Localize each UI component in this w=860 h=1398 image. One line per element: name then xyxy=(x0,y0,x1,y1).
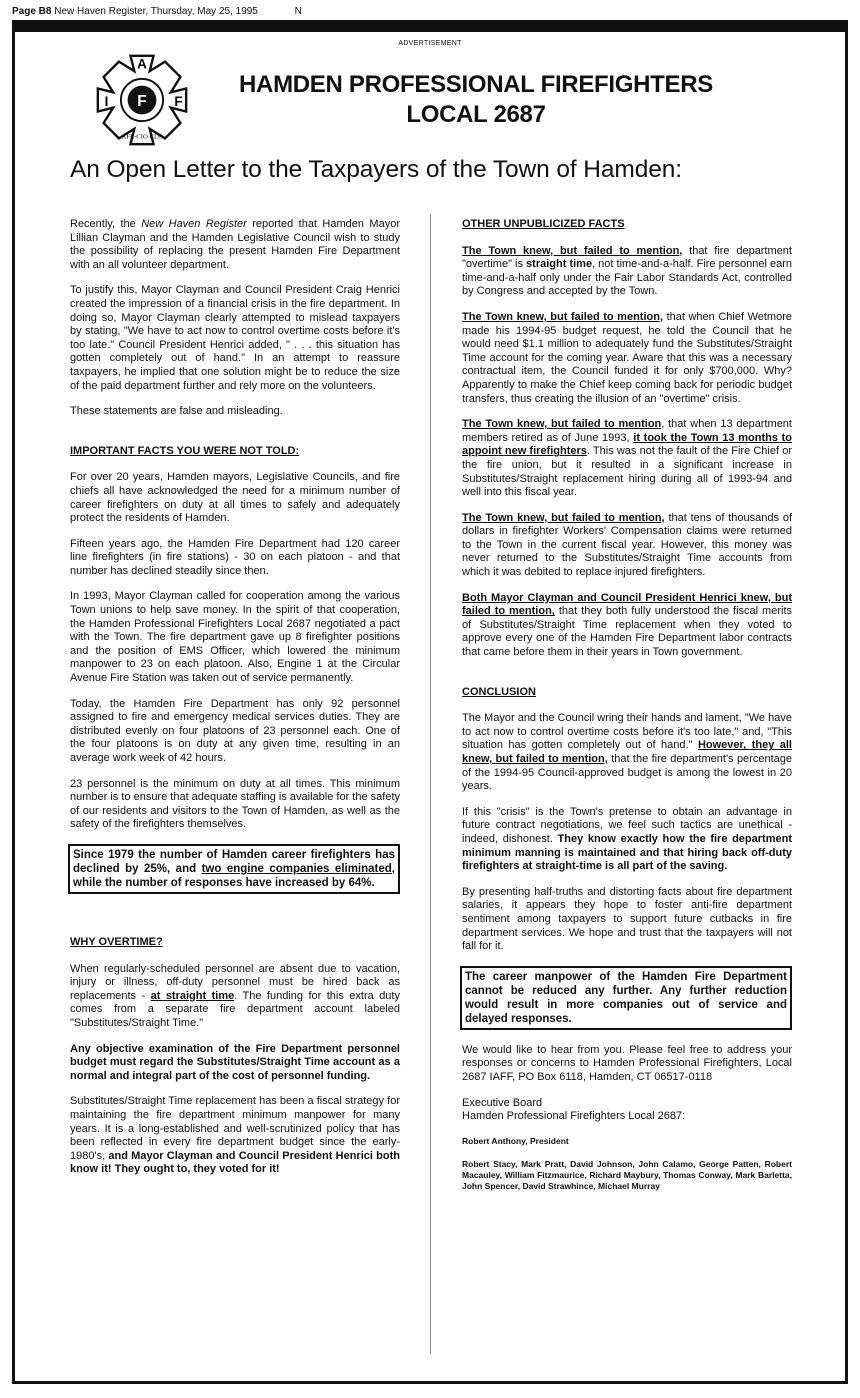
contact-paragraph: We would like to hear from you. Please feel free to address your responses or concerns to Hamden Professional Firefighters, Local 2687 IAFF, PO Box 6118, Hamden, CT 06517-0118 xyxy=(462,1043,792,1083)
unpublicized-fact: The Town knew, but failed to mention, that when Chief Wetmore made his 1994-95 budget request, he told the Council that he would need $1.1 million to adequately fund the Substitutes/Straight Time account for the coming year. Aware that this was a necessary contractual item, the Council funded it for only $700,000. Why? Apparently to make the Chief keep coming back for periodic budget transfers, thus creating the illusion of an "overtime" crisis. xyxy=(462,310,792,405)
president-name: Robert Anthony, President xyxy=(462,1135,569,1146)
newspaper-name: New Haven Register xyxy=(141,218,247,230)
important-facts-heading: IMPORTANT FACTS YOU WERE NOT TOLD: xyxy=(70,444,300,457)
signature-board: Executive Board xyxy=(462,1096,543,1109)
fact-paragraph: For over 20 years, Hamden mayors, Legislative Councils, and fire chiefs all have acknowledged the need for a minimum number of career firefighters on duty at all times to safely and adequately protect the residents of Hamden. xyxy=(70,471,400,525)
publication-line: New Haven Register, Thursday, May 25, 1995 xyxy=(54,6,258,17)
organization-title xyxy=(196,70,756,130)
conclusion-paragraph: If this "crisis" is the Town's pretense to obtain an advantage in future contract negotiations, we feel such tactics are unethical - indeed, dishonest. They know exactly how the fire department minimum manning is maintained and that hiring back off-duty firefighters at straight-time is all part of the saving. xyxy=(462,805,792,873)
intro-paragraph: Recently, the New Haven Register reported that Hamden Mayor Lillian Clayman and the Hamden Legislative Council wish to study the possibility of replacing the present Hamden Fire Department with an all volunteer department. xyxy=(70,218,400,271)
fact-paragraph: Today, the Hamden Fire Department has only 92 personnel assigned to fire and emergency medical services duties. They are distributed evenly on four platoons of 23 personnel each. One of the four platoons is on duty at any given time, resulting in an average work week of 42 hours. xyxy=(70,697,400,764)
right-column xyxy=(462,218,792,1204)
justification-paragraph: To justify this, Mayor Clayman and Council President Craig Henrici created the impression of a financial crisis in the fire department. In doing so, Mayor Clayman clearly attempted to mislead taxpayers by stating, "We have to act now to control overtime costs before it's too late." Council President Henrici added, " . . . this situation has gotten completely out of hand." In an attempt to reassure taxpayers, he implied that one solution might be to reduce the size of the paid department further and rely more on the volunteers. xyxy=(70,284,400,392)
why-overtime-heading: WHY OVERTIME? xyxy=(70,935,163,948)
conclusion-paragraph: By presenting half-truths and distorting facts about fire department salaries, it appears they hope to foster anti-fire department sentiment among taxpayers to support future cutbacks in fire department services. We hope and trust that the taxpayers will not fall for it. xyxy=(462,885,792,953)
board-members: Robert Stacy, Mark Pratt, David Johnson, John Calamo, George Patten, Robert Macauley, William Fitzmaurice, Richard Maybury, Thomas Conway, Mark Barletta, John Spencer, David Strawhince, Michael Murray xyxy=(462,1158,792,1191)
conclusion-paragraph: The Mayor and the Council wring their hands and lament, "We have to act now to control overtime costs before it's too late," and, "This situation has gotten completely out of hand." However, they all knew, but failed to mention, that the fire department's percentage of the 1994-95 Council-approved budget is among the lowest in 20 years. xyxy=(462,712,792,793)
logo-letter-f-right: F xyxy=(174,93,183,109)
iaff-logo-icon xyxy=(94,52,190,148)
unpublicized-fact: The Town knew, but failed to mention, that fire department "overtime" is straight time, not time-and-a-half. Fire personnel earn time-and-a-half only under the Fair Labor Standards Act, controlled by Congress and accepted by the Town. xyxy=(462,244,792,298)
logo-afl-cio: AFL-CIO CLC xyxy=(121,133,163,141)
fact-paragraph: Fifteen years ago, the Hamden Fire Department had 120 career line firefighters (in fire stations) - 30 on each platoon - and that number has declined steadily since then. xyxy=(70,537,400,577)
decline-callout-box: Since 1979 the number of Hamden career firefighters has declined by 25%, and two engine companies eliminated, while the number of responses have increased by 64%. xyxy=(68,844,400,894)
org-local: LOCAL 2687 xyxy=(406,101,546,128)
examination-paragraph: Any objective examination of the Fire Department personnel budget must regard the Substitutes/Straight Time account as a normal and integral part of the cost of personnel funding. xyxy=(70,1042,400,1082)
letter-headline: An Open Letter to the Taxpayers of the Town of Hamden: xyxy=(70,156,683,183)
logo-letter-i: I xyxy=(104,93,109,109)
edition-mark: N xyxy=(294,6,302,17)
org-name: HAMDEN PROFESSIONAL FIREFIGHTERS xyxy=(239,71,713,98)
fact-paragraph: In 1993, Mayor Clayman called for cooperation among the various Town unions to help save money. In the spirit of that cooperation, the Hamden Professional Firefighters Local 2687 negotiated a pact with the Town. The fire department gave up 8 firefighter positions and the position of EMS Officer, which lowered the minimum manpower to 23 on each platoon. Also, Engine 1 at the Circular Avenue Fire Station was taken out of service permanently. xyxy=(70,590,400,685)
column-divider xyxy=(430,214,431,1354)
fact-paragraph: 23 personnel is the minimum on duty at all times. This minimum number is to ensure that adequate staffing is available for the safety of our residents and visitors to the Town of Hamden, as well as the safety of the firefighters themselves. xyxy=(70,777,400,831)
page-number: Page B8 xyxy=(12,6,52,17)
unpublicized-fact: The Town knew, but failed to mention, that tens of thousands of dollars in firefighter Workers' Compensation claims were returned to the Town in the current fiscal year. However, this money was never returned to the Substitutes/Straight Time accounts from which it was debited to replace injured firefighters. xyxy=(462,511,793,579)
unpublicized-fact: Both Mayor Clayman and Council President Henrici knew, but failed to mention, that they both fully understood the fiscal merits of Substitutes/Straight Time replacement when they voted to approve every one of the Hamden Fire Department labor contracts that came before them in their years in Town government. xyxy=(462,591,792,659)
advertisement-label: ADVERTISEMENT xyxy=(398,40,462,47)
logo-letter-a: A xyxy=(137,56,147,72)
logo-letter-f-center: F xyxy=(137,92,147,110)
unpublicized-fact: The Town knew, but failed to mention, that when 13 department members retired as of June 1993, it took the Town 13 months to appoint new firefighters. This was not the fault of the Fire Chief or the fire union, but it resulted in a significant increase in Substitutes/Straight replacement hiring during all of 1993-94 and well into this fiscal year. xyxy=(462,418,793,499)
strategy-paragraph: Substitutes/Straight Time replacement has been a fiscal strategy for maintaining the fire department minimum manpower for many years. It is a long-established and well-scrutinized policy that has been reflected in every fire department budget since the early-1980's, and Mayor Clayman and Council President Henrici both know it! They ought to, they voted for it! xyxy=(70,1095,400,1176)
left-column xyxy=(70,218,400,1189)
overtime-paragraph: When regularly-scheduled personnel are absent due to vacation, injury or illness, off-duty personnel must be hired back as replacements - at straight time. The funding for this extra duty comes from a separate fire department account labeled "Substitutes/Straight Time." xyxy=(70,962,400,1029)
unpublicized-facts-heading: OTHER UNPUBLICIZED FACTS xyxy=(462,218,625,230)
page-header xyxy=(12,6,302,17)
conclusion-heading: CONCLUSION xyxy=(462,685,536,698)
signature-local: Hamden Professional Firefighters Local 2687: xyxy=(462,1110,686,1123)
manpower-callout-box: The career manpower of the Hamden Fire Department cannot be reduced any further. Any further reduction would result in more companies out of service and delayed responses. xyxy=(460,966,792,1030)
false-statement-paragraph: These statements are false and misleading. xyxy=(70,405,283,418)
